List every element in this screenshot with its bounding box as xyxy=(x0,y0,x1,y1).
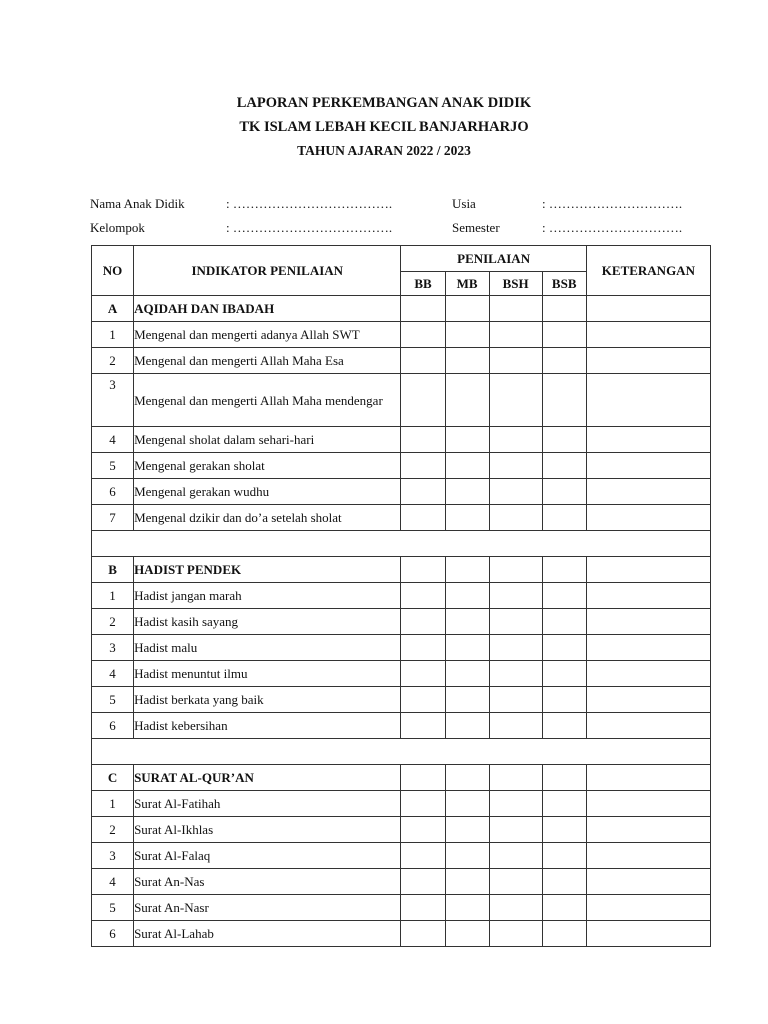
nama-field: : ………………………………. xyxy=(226,196,393,211)
table-row xyxy=(92,661,711,687)
header-penilaian: PENILAIAN xyxy=(401,246,586,272)
usia-field: : …………………………. xyxy=(542,196,683,211)
indicator-text: Mengenal gerakan sholat xyxy=(134,453,401,479)
table-row xyxy=(92,895,711,921)
indicator-text: Hadist menuntut ilmu xyxy=(134,661,401,687)
report-title: LAPORAN PERKEMBANGAN ANAK DIDIK xyxy=(236,95,532,111)
table-row xyxy=(92,817,711,843)
row-number: 5 xyxy=(92,453,134,479)
indicator-text: Hadist kasih sayang xyxy=(134,609,401,635)
row-number: 5 xyxy=(92,687,134,713)
indicator-text: Hadist kebersihan xyxy=(134,713,401,739)
spacer-row xyxy=(92,531,711,557)
table-row xyxy=(92,427,711,453)
indicator-text: Mengenal dan mengerti Allah Maha Esa xyxy=(134,348,401,374)
row-number: 1 xyxy=(92,583,134,609)
table-row xyxy=(92,713,711,739)
assessment-table xyxy=(91,245,711,947)
student-info xyxy=(90,196,712,244)
indicator-text: Mengenal dan mengerti Allah Maha mendengar xyxy=(134,374,401,427)
semester-field: : …………………………. xyxy=(542,220,683,235)
header-keterangan: KETERANGAN xyxy=(586,246,710,296)
table-row xyxy=(92,505,711,531)
indicator-text: Surat Al-Fatihah xyxy=(134,791,401,817)
section-code: A xyxy=(92,296,134,322)
usia-label: Usia xyxy=(452,196,476,211)
row-number: 1 xyxy=(92,791,134,817)
table-row xyxy=(92,374,711,427)
row-number: 2 xyxy=(92,609,134,635)
row-number: 3 xyxy=(92,843,134,869)
table-row xyxy=(92,348,711,374)
row-number: 4 xyxy=(92,661,134,687)
section-code: B xyxy=(92,557,134,583)
table-row xyxy=(92,921,711,947)
row-number: 2 xyxy=(92,817,134,843)
row-number: 5 xyxy=(92,895,134,921)
kelompok-field: : ………………………………. xyxy=(226,220,393,235)
semester-label: Semester xyxy=(452,220,500,235)
section-row-a xyxy=(92,296,711,322)
indicator-text: Mengenal sholat dalam sehari-hari xyxy=(134,427,401,453)
indicator-text: Mengenal dzikir dan do’a setelah sholat xyxy=(134,505,401,531)
table-row xyxy=(92,791,711,817)
kelompok-label: Kelompok xyxy=(90,220,145,235)
row-number: 7 xyxy=(92,505,134,531)
header-no: NO xyxy=(92,246,134,296)
row-number: 6 xyxy=(92,713,134,739)
indicator-text: Hadist berkata yang baik xyxy=(134,687,401,713)
section-title: SURAT AL-QUR’AN xyxy=(134,765,401,791)
table-row xyxy=(92,322,711,348)
row-number: 3 xyxy=(92,374,134,427)
table-row xyxy=(92,869,711,895)
row-number: 4 xyxy=(92,427,134,453)
indicator-text: Surat An-Nas xyxy=(134,869,401,895)
indicator-text: Surat An-Nasr xyxy=(134,895,401,921)
header-bsb: BSB xyxy=(542,272,586,296)
row-number: 6 xyxy=(92,479,134,505)
row-number: 1 xyxy=(92,322,134,348)
academic-year: TAHUN AJARAN 2022 / 2023 xyxy=(297,143,471,158)
section-code: C xyxy=(92,765,134,791)
row-number: 2 xyxy=(92,348,134,374)
header-mb: MB xyxy=(445,272,489,296)
table-row xyxy=(92,635,711,661)
header-bsh: BSH xyxy=(489,272,542,296)
table-row xyxy=(92,609,711,635)
indicator-text: Surat Al-Lahab xyxy=(134,921,401,947)
section-row-c xyxy=(92,765,711,791)
indicator-text: Surat Al-Falaq xyxy=(134,843,401,869)
info-row-1 xyxy=(90,196,712,220)
school-name: TK ISLAM LEBAH KECIL BANJARHARJO xyxy=(239,119,529,135)
header-bb: BB xyxy=(401,272,445,296)
row-number: 4 xyxy=(92,869,134,895)
indicator-text: Surat Al-Ikhlas xyxy=(134,817,401,843)
table-row xyxy=(92,843,711,869)
info-row-2 xyxy=(90,220,712,244)
table-row xyxy=(92,583,711,609)
row-number: 3 xyxy=(92,635,134,661)
row-number: 6 xyxy=(92,921,134,947)
indicator-text: Mengenal gerakan wudhu xyxy=(134,479,401,505)
section-row-b xyxy=(92,557,711,583)
indicator-text: Hadist malu xyxy=(134,635,401,661)
nama-label: Nama Anak Didik xyxy=(90,196,185,211)
table-row xyxy=(92,453,711,479)
indicator-text: Hadist jangan marah xyxy=(134,583,401,609)
table-row xyxy=(92,479,711,505)
spacer-row xyxy=(92,739,711,765)
indicator-text: Mengenal dan mengerti adanya Allah SWT xyxy=(134,322,401,348)
header-indikator: INDIKATOR PENILAIAN xyxy=(134,246,401,296)
section-title: HADIST PENDEK xyxy=(134,557,401,583)
table-row xyxy=(92,687,711,713)
document-header xyxy=(0,92,768,164)
section-title: AQIDAH DAN IBADAH xyxy=(134,296,401,322)
